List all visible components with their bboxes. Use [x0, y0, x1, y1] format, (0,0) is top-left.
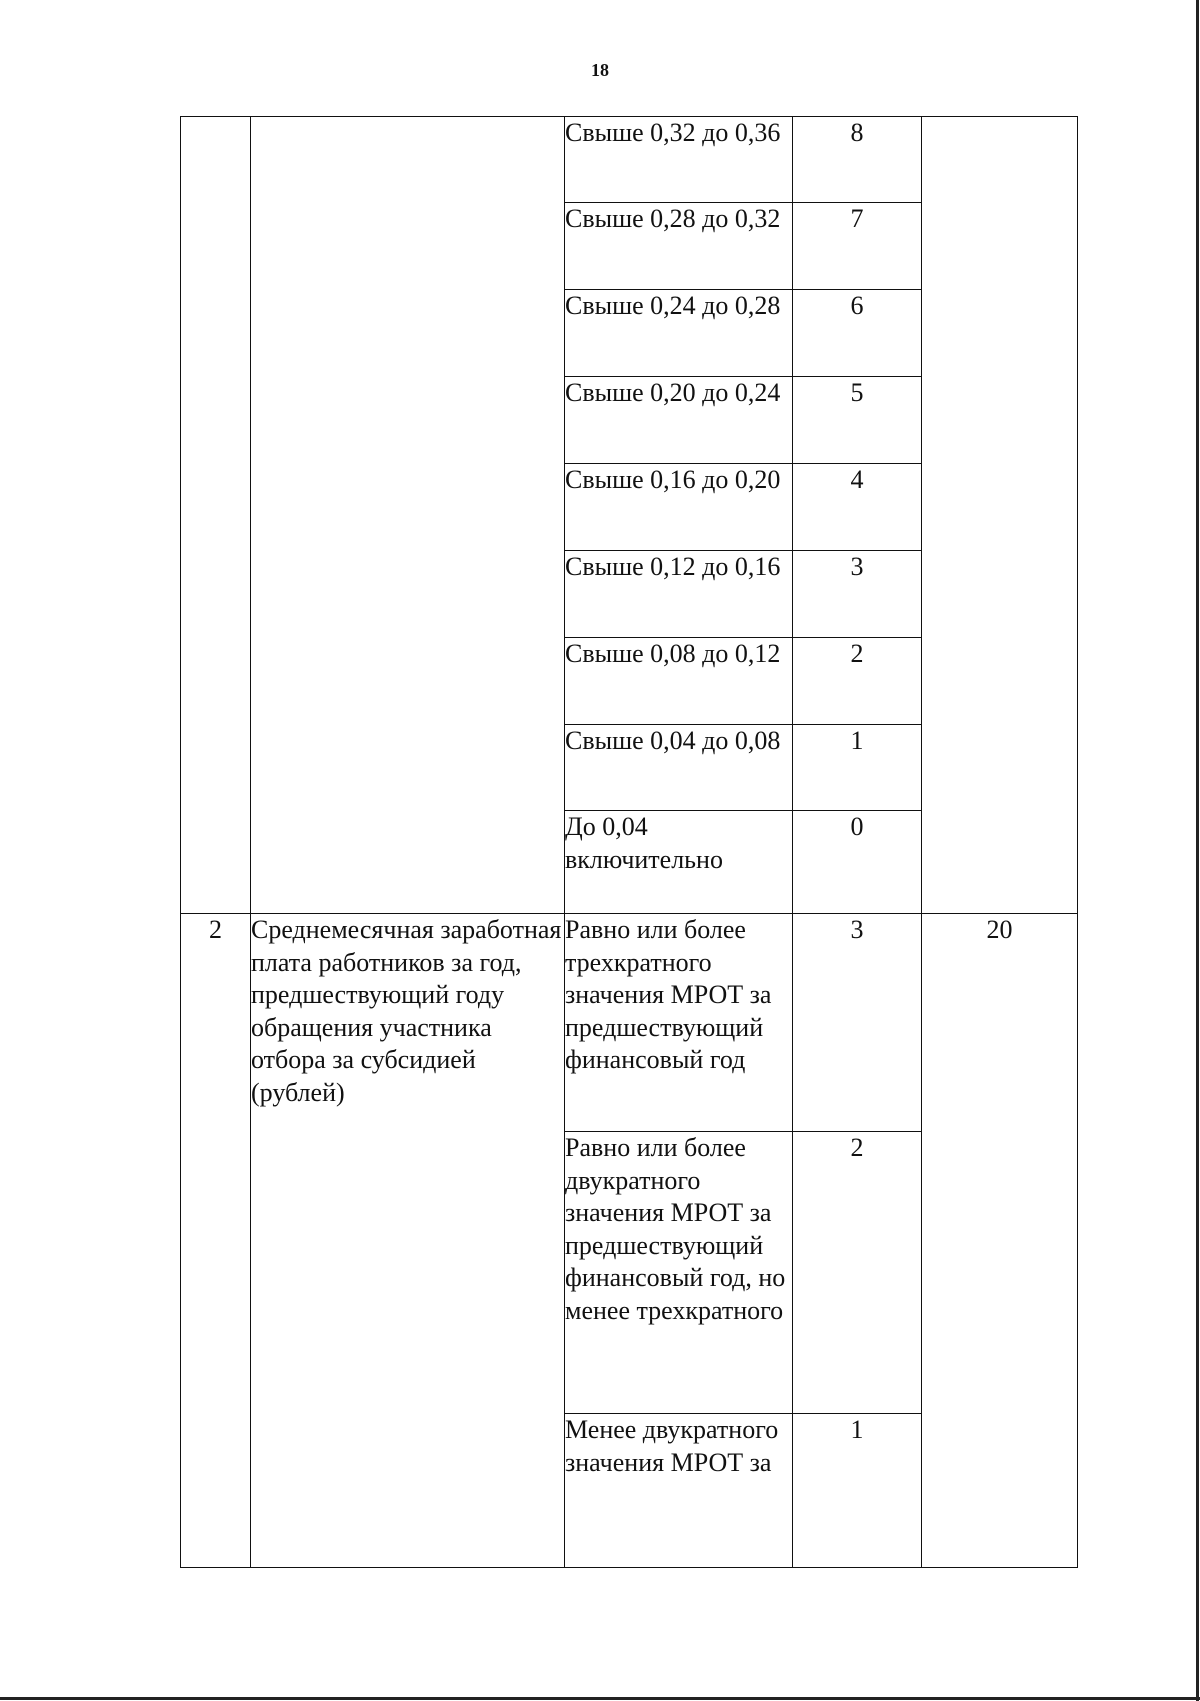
row2-number-cell: 2	[181, 914, 251, 1568]
score-cell: 2	[793, 638, 922, 725]
criterion-cell: Свыше 0,08 до 0,12	[565, 638, 793, 725]
page-number: 18	[591, 60, 609, 80]
criterion-cell: Свыше 0,12 до 0,16	[565, 551, 793, 638]
row1-number-cell	[181, 117, 251, 914]
score-cell: 6	[793, 290, 922, 377]
table-row	[181, 117, 1078, 203]
score-cell: 1	[793, 725, 922, 811]
criterion-cell: Равно или более двукратного значения МРОТ за предшествующий финансовый год, но менее трехкратного	[565, 1132, 793, 1414]
score-cell: 5	[793, 377, 922, 464]
criterion-cell: Равно или более трехкратного значения МРОТ за предшествующий финансовый год	[565, 914, 793, 1132]
row1-indicator-cell	[251, 117, 565, 914]
row1-max-cell	[922, 117, 1078, 914]
criterion-cell: Свыше 0,20 до 0,24	[565, 377, 793, 464]
criteria-table	[180, 116, 1078, 1568]
score-cell: 7	[793, 203, 922, 290]
score-cell: 2	[793, 1132, 922, 1414]
score-cell: 1	[793, 1414, 922, 1568]
row2-max-score-cell: 20	[922, 914, 1078, 1568]
criterion-cell: Свыше 0,04 до 0,08	[565, 725, 793, 811]
criterion-cell: Менее двукратного значения МРОТ за	[565, 1414, 793, 1568]
score-cell: 4	[793, 464, 922, 551]
score-cell: 8	[793, 117, 922, 203]
score-cell: 3	[793, 551, 922, 638]
criterion-cell: Свыше 0,32 до 0,36	[565, 117, 793, 203]
row2-indicator-cell: Среднемесячная заработная плата работников за год, предшествующий году обращения участника отбора за субсидией (рублей)	[251, 914, 565, 1568]
criterion-cell: Свыше 0,16 до 0,20	[565, 464, 793, 551]
criterion-cell: Свыше 0,28 до 0,32	[565, 203, 793, 290]
criterion-cell: До 0,04 включительно	[565, 811, 793, 914]
score-cell: 3	[793, 914, 922, 1132]
page-edge-right	[1196, 0, 1199, 1701]
criterion-cell: Свыше 0,24 до 0,28	[565, 290, 793, 377]
page-edge-bottom	[0, 1697, 1200, 1700]
score-cell: 0	[793, 811, 922, 914]
table-row	[181, 914, 1078, 1132]
